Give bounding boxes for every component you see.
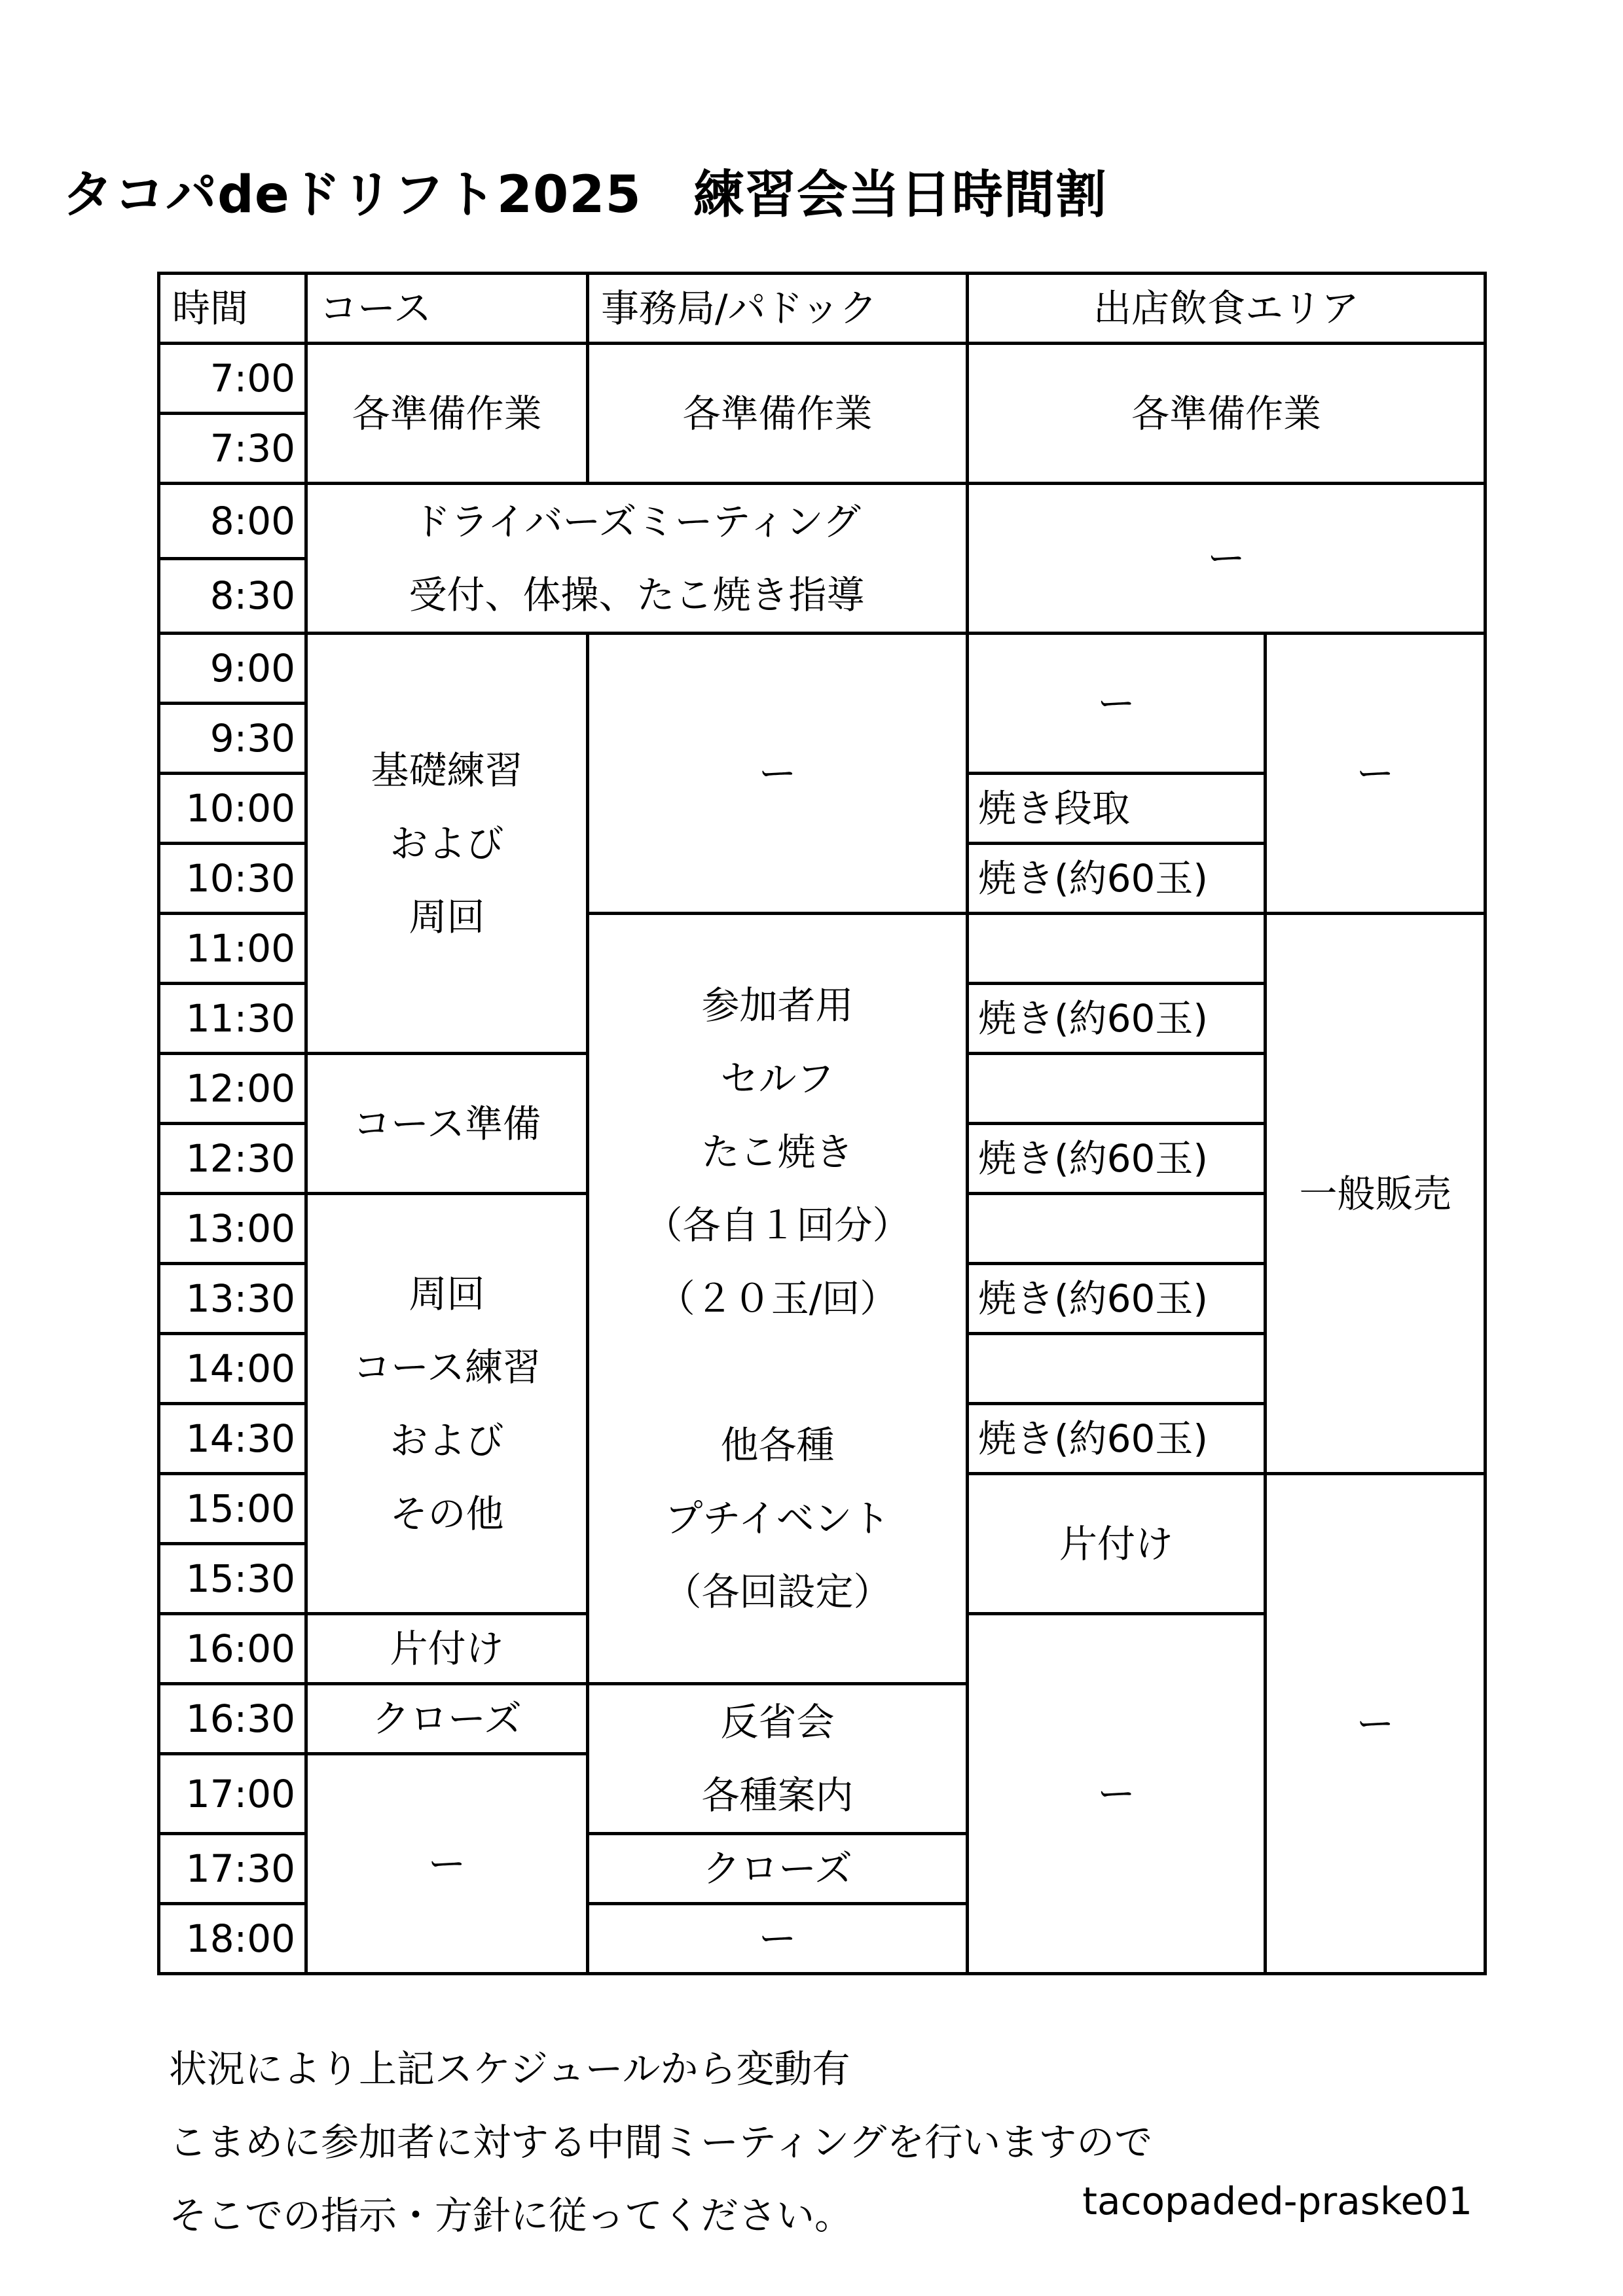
course-cleanup-cell: 片付け — [306, 1614, 588, 1684]
food-blank-cell — [968, 1194, 1266, 1264]
document-code: tacopaded-praske01 — [1082, 2179, 1472, 2223]
basic-line: および — [390, 821, 504, 866]
yaki-cell: 焼き(約60玉) — [968, 1404, 1266, 1474]
meeting-line: 受付、体操、たこ焼き指導 — [409, 573, 865, 617]
time-cell: 16:00 — [159, 1614, 306, 1684]
course-prep-cell: 各準備作業 — [306, 344, 588, 484]
self-line: プチイベント — [665, 1496, 890, 1541]
yaki-cell: 焼き(約60玉) — [968, 844, 1266, 914]
yaki-cell: 焼き(約60玉) — [968, 984, 1266, 1054]
office-empty-cell: ー — [588, 634, 968, 914]
self-line: たこ焼き — [701, 1130, 854, 1174]
time-cell: 17:30 — [159, 1834, 306, 1904]
notes — [169, 2032, 1152, 2252]
note-line: そこでの指示・方針に従ってください。 — [169, 2193, 853, 2238]
time-cell: 9:00 — [159, 634, 306, 704]
time-cell: 9:30 — [159, 704, 306, 774]
practice-line: および — [390, 1418, 504, 1463]
yaki-cell: 焼き(約60玉) — [968, 1264, 1266, 1334]
header-course: コース — [306, 274, 588, 344]
self-line: （各自１回分） — [644, 1203, 911, 1247]
table-row — [159, 344, 1486, 414]
basic-practice-cell — [306, 634, 588, 1054]
general-sales-cell: 一般販売 — [1266, 914, 1486, 1474]
header-time: 時間 — [159, 274, 306, 344]
header-food: 出店飲食エリア — [968, 274, 1486, 344]
sales-empty-cell: ー — [1266, 1474, 1486, 1974]
time-cell: 8:00 — [159, 484, 306, 559]
note-line: 状況により上記スケジュールから変動有 — [169, 2047, 850, 2091]
food-empty-cell: ー — [968, 634, 1266, 774]
practice-line: コース練習 — [352, 1344, 541, 1390]
food-cleanup-cell: 片付け — [968, 1474, 1266, 1614]
time-cell: 11:00 — [159, 914, 306, 984]
time-cell: 10:00 — [159, 774, 306, 844]
time-cell: 7:30 — [159, 414, 306, 484]
sales-empty-cell: ー — [1266, 634, 1486, 914]
basic-line: 基礎練習 — [371, 747, 523, 793]
time-cell: 7:00 — [159, 344, 306, 414]
time-cell: 18:00 — [159, 1904, 306, 1974]
practice-line: 周回 — [409, 1271, 485, 1316]
time-cell: 14:30 — [159, 1404, 306, 1474]
time-cell: 12:30 — [159, 1124, 306, 1194]
self-line: 他各種 — [720, 1423, 835, 1467]
time-cell: 17:00 — [159, 1754, 306, 1834]
time-cell: 14:00 — [159, 1334, 306, 1404]
schedule-table — [157, 272, 1487, 1975]
food-prep-cell: 各準備作業 — [968, 344, 1486, 484]
time-cell: 12:00 — [159, 1054, 306, 1124]
food-blank-cell — [968, 914, 1266, 984]
review-line: 各種案内 — [701, 1773, 854, 1818]
office-close-cell: クローズ — [588, 1834, 968, 1904]
table-row — [159, 484, 1486, 559]
meeting-line: ドライバーズミーティング — [412, 499, 861, 544]
course-close-cell: クローズ — [306, 1684, 588, 1754]
self-line: （各回設定） — [663, 1570, 892, 1614]
self-line: セルフ — [720, 1056, 835, 1101]
course-prep-cell: コース準備 — [306, 1054, 588, 1194]
time-cell: 15:30 — [159, 1544, 306, 1614]
course-practice-cell — [306, 1194, 588, 1614]
note-line: こまめに参加者に対する中間ミーティングを行いますので — [169, 2120, 1153, 2164]
time-cell: 16:30 — [159, 1684, 306, 1754]
course-empty-cell: ー — [306, 1754, 588, 1974]
review-line: 反省会 — [720, 1700, 835, 1744]
table-row — [159, 634, 1486, 704]
time-cell: 11:30 — [159, 984, 306, 1054]
office-prep-cell: 各準備作業 — [588, 344, 968, 484]
time-cell: 8:30 — [159, 558, 306, 634]
time-cell: 13:30 — [159, 1264, 306, 1334]
header-office: 事務局/パドック — [588, 274, 968, 344]
drivers-meeting-cell — [306, 484, 968, 634]
self-line: （２０玉/回） — [657, 1276, 898, 1321]
food-blank-cell — [968, 1054, 1266, 1124]
office-empty-cell: ー — [588, 1904, 968, 1974]
page-title: タコパdeドリフト2025 練習会当日時間割 — [62, 166, 1107, 224]
yaki-prep-cell: 焼き段取 — [968, 774, 1266, 844]
self-line — [589, 1335, 966, 1408]
header-row — [159, 274, 1486, 344]
practice-line: その他 — [390, 1491, 504, 1536]
basic-line: 周回 — [409, 894, 485, 939]
time-cell: 13:00 — [159, 1194, 306, 1264]
yaki-cell: 焼き(約60玉) — [968, 1124, 1266, 1194]
food-empty-cell: ー — [968, 484, 1486, 634]
self-takoyaki-cell — [588, 914, 968, 1684]
food-empty-cell: ー — [968, 1614, 1266, 1974]
time-cell: 15:00 — [159, 1474, 306, 1544]
review-cell — [588, 1684, 968, 1834]
food-blank-cell — [968, 1334, 1266, 1404]
self-line: 参加者用 — [701, 983, 854, 1028]
time-cell: 10:30 — [159, 844, 306, 914]
